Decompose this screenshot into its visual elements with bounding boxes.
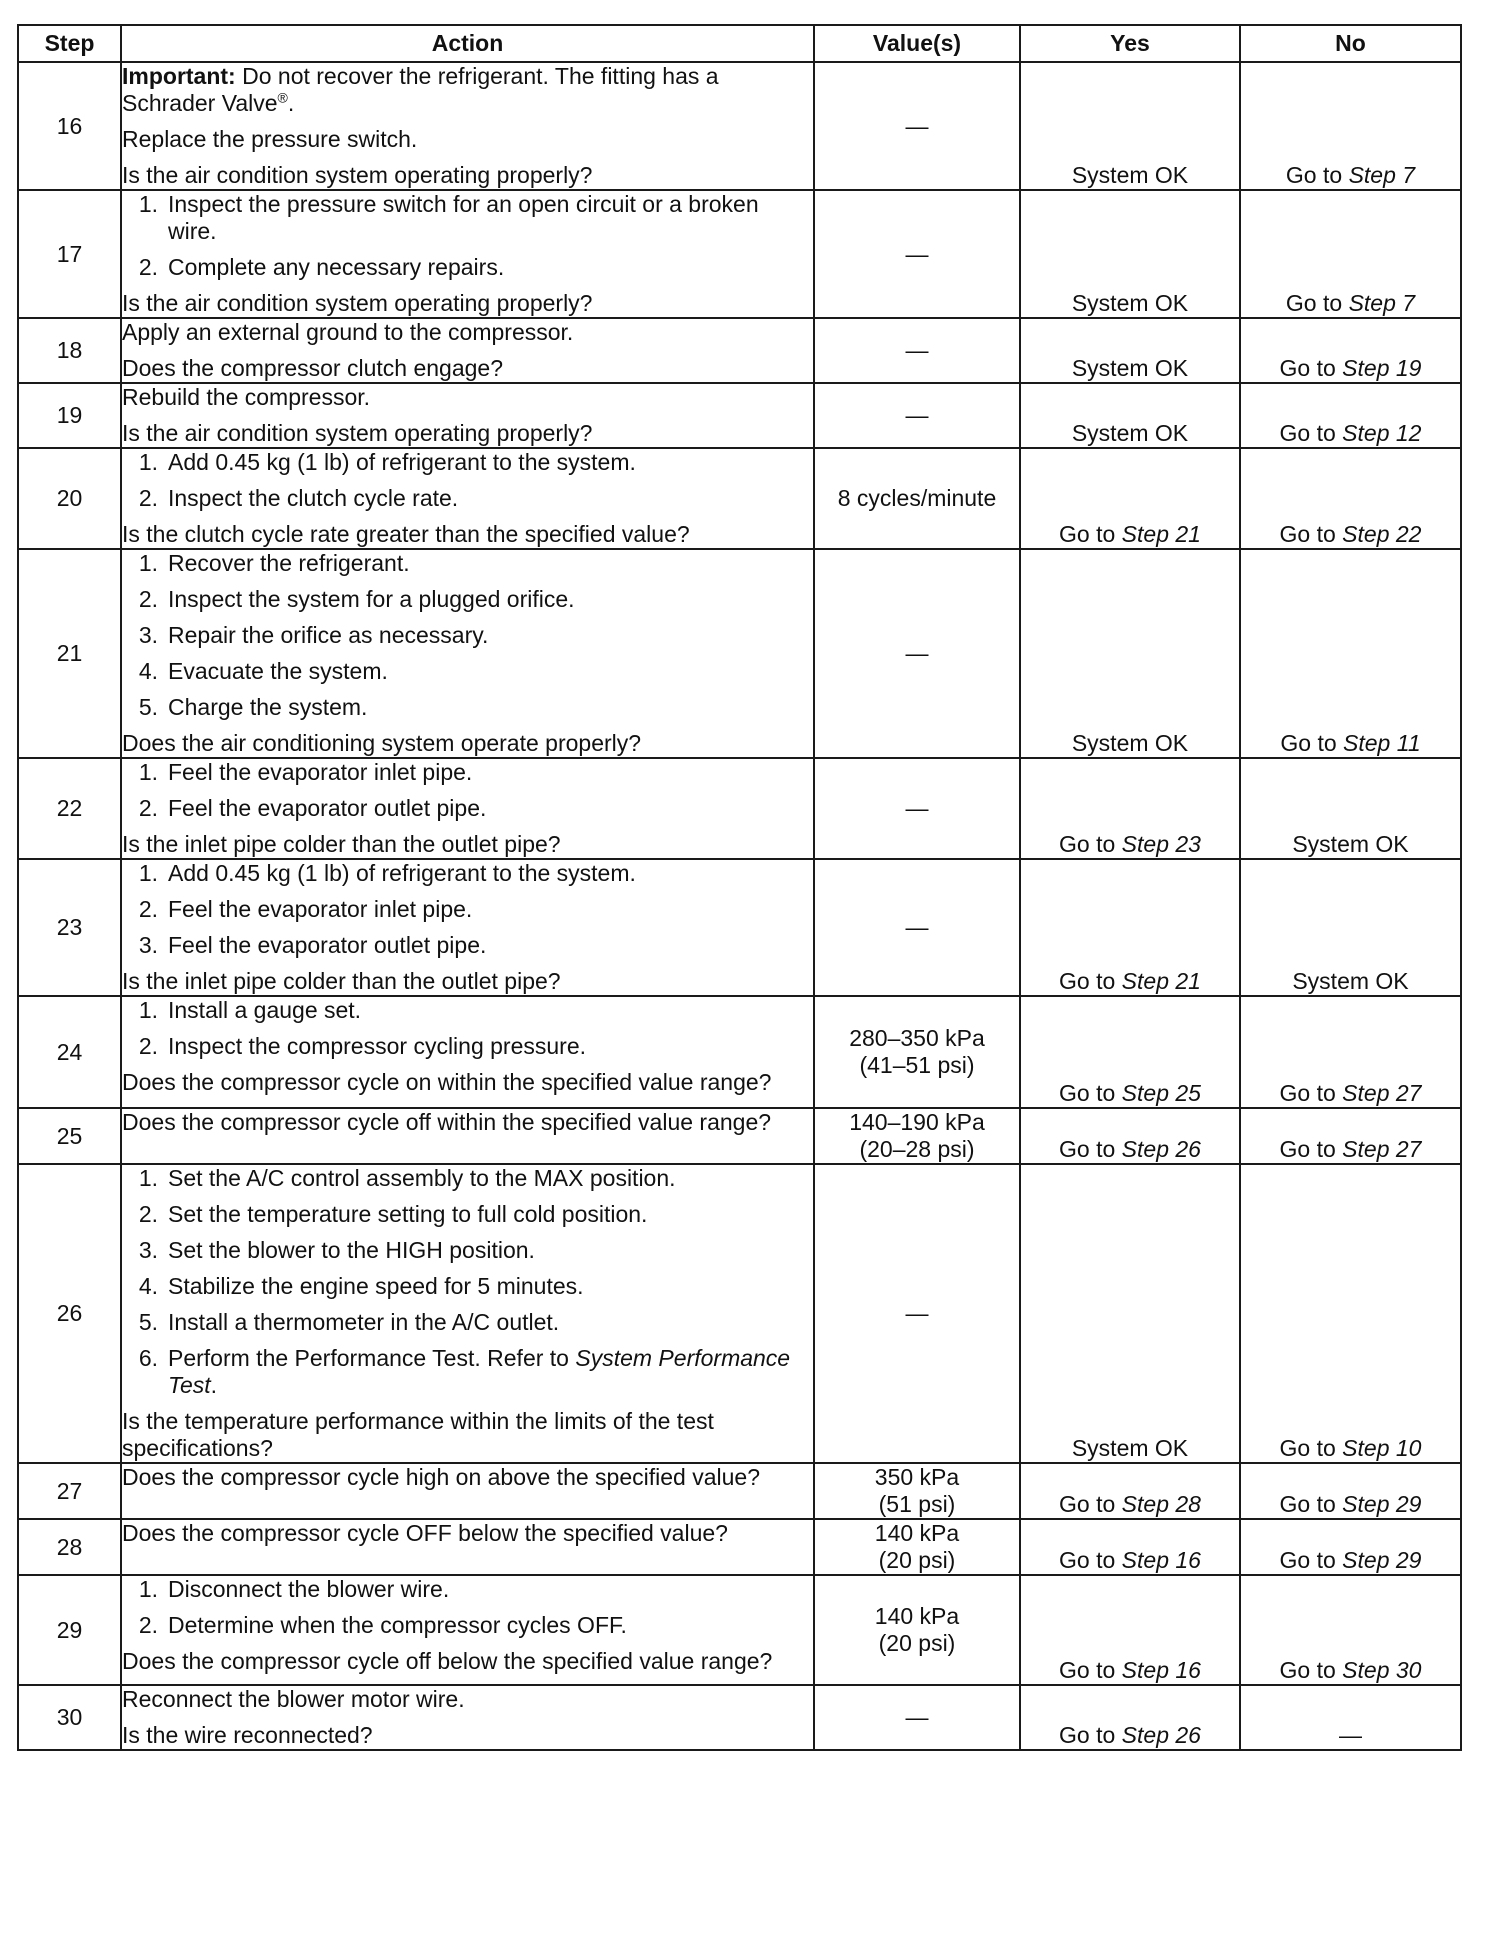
step-number: 17 [18, 190, 121, 318]
item-text: Stabilize the engine speed for 5 minutes. [168, 1273, 584, 1299]
action-cell [121, 1685, 814, 1750]
value-line: (20 psi) [878, 1547, 956, 1573]
action-cell [121, 1108, 814, 1164]
item-number: 1. [138, 759, 158, 785]
action-cell [121, 1164, 814, 1463]
action-cell [121, 758, 814, 859]
item-number: 2. [138, 254, 158, 280]
header-yes: Yes [1020, 25, 1240, 62]
yes-cell: Go to Step 26 [1020, 1685, 1240, 1750]
action-item [122, 1576, 813, 1603]
value-cell [814, 758, 1020, 859]
yes-cell: Go to Step 21 [1020, 448, 1240, 549]
action-cell [121, 448, 814, 549]
no-step-ref: Step 19 [1342, 355, 1422, 381]
item-number: 3. [138, 932, 158, 958]
item-number: 2. [138, 1033, 158, 1059]
value-cell [814, 549, 1020, 758]
item-text: Complete any necessary repairs. [168, 254, 505, 280]
question: Is the inlet pipe colder than the outlet pipe? [122, 968, 561, 994]
no-cell: Go to Step 22 [1240, 448, 1461, 549]
action-item [122, 191, 813, 245]
action-item [122, 1309, 813, 1336]
yes-step-ref: Step 25 [1121, 1080, 1201, 1106]
item-text: Feel the evaporator outlet pipe. [168, 932, 487, 958]
action-line: Rebuild the compressor. [122, 384, 371, 410]
step-number: 27 [18, 1463, 121, 1519]
question: Does the compressor cycle off below the specified value range? [122, 1648, 773, 1674]
item-text: Install a thermometer in the A/C outlet. [168, 1309, 560, 1335]
diagnostic-table [17, 24, 1462, 1751]
yes-cell: System OK [1020, 1164, 1240, 1463]
item-number: 1. [138, 1576, 158, 1602]
registered-mark: ® [277, 89, 288, 106]
question: Is the temperature performance within the limits of the test specifications? [122, 1408, 714, 1461]
value-line: — [905, 402, 929, 428]
yes-cell: System OK [1020, 383, 1240, 448]
item-number: 2. [138, 1612, 158, 1638]
action-item [122, 1345, 813, 1399]
value-cell [814, 448, 1020, 549]
action-item [122, 795, 813, 822]
question: Is the air condition system operating properly? [122, 290, 593, 316]
table-row [18, 448, 1461, 549]
item-number: 1. [138, 860, 158, 886]
value-line: 140 kPa [874, 1520, 960, 1546]
value-line: 140 kPa [874, 1603, 960, 1629]
action-item [122, 449, 813, 476]
no-step-ref: Step 7 [1348, 290, 1416, 316]
no-step-ref: Step 7 [1348, 162, 1416, 188]
yes-cell: System OK [1020, 549, 1240, 758]
item-number: 2. [138, 586, 158, 612]
important-note: Important: Do not recover the refrigerant. The fitting has a Schrader Valve®. [122, 63, 719, 116]
item-text: Feel the evaporator outlet pipe. [168, 795, 487, 821]
action-cell [121, 996, 814, 1108]
item-number: 3. [138, 622, 158, 648]
yes-cell: System OK [1020, 190, 1240, 318]
reference: System Performance Test [168, 1345, 791, 1398]
step-number: 19 [18, 383, 121, 448]
no-step-ref: Step 10 [1342, 1435, 1422, 1461]
action-line: Reconnect the blower motor wire. [122, 1686, 465, 1712]
value-cell [814, 996, 1020, 1108]
value-cell [814, 1685, 1020, 1750]
table-row [18, 996, 1461, 1108]
item-text: Feel the evaporator inlet pipe. [168, 759, 473, 785]
action-item [122, 1273, 813, 1300]
action-item [122, 896, 813, 923]
yes-step-ref: Step 26 [1121, 1722, 1201, 1748]
action-item [122, 658, 813, 685]
step-number: 25 [18, 1108, 121, 1164]
item-text: Recover the refrigerant. [168, 550, 410, 576]
no-cell: System OK [1240, 859, 1461, 996]
yes-step-ref: Step 23 [1121, 831, 1201, 857]
item-text: Disconnect the blower wire. [168, 1576, 450, 1602]
table-row [18, 1685, 1461, 1750]
no-cell: Go to Step 27 [1240, 1108, 1461, 1164]
step-number: 30 [18, 1685, 121, 1750]
no-cell: Go to Step 11 [1240, 549, 1461, 758]
value-line: — [905, 640, 929, 666]
no-cell: Go to Step 19 [1240, 318, 1461, 383]
action-item [122, 860, 813, 887]
item-number: 5. [138, 694, 158, 720]
no-step-ref: Step 27 [1342, 1136, 1422, 1162]
yes-cell: Go to Step 28 [1020, 1463, 1240, 1519]
value-cell [814, 62, 1020, 190]
item-text: Evacuate the system. [168, 658, 388, 684]
value-cell [814, 1519, 1020, 1575]
step-number: 21 [18, 549, 121, 758]
header-row [18, 25, 1461, 62]
step-number: 28 [18, 1519, 121, 1575]
action-item [122, 932, 813, 959]
step-number: 22 [18, 758, 121, 859]
item-text: Repair the orifice as necessary. [168, 622, 489, 648]
yes-cell: Go to Step 21 [1020, 859, 1240, 996]
question: Does the compressor cycle OFF below the specified value? [122, 1520, 728, 1546]
action-cell [121, 1519, 814, 1575]
no-step-ref: Step 30 [1342, 1657, 1422, 1683]
action-item [122, 1201, 813, 1228]
item-number: 4. [138, 1273, 158, 1299]
value-cell [814, 190, 1020, 318]
yes-cell: Go to Step 23 [1020, 758, 1240, 859]
action-cell [121, 318, 814, 383]
item-number: 1. [138, 550, 158, 576]
no-step-ref: Step 22 [1342, 521, 1422, 547]
question: Is the air condition system operating properly? [122, 162, 593, 188]
action-cell [121, 62, 814, 190]
value-line: 140–190 kPa [849, 1109, 985, 1135]
value-line: — [905, 1704, 929, 1730]
item-number: 5. [138, 1309, 158, 1335]
item-number: 2. [138, 896, 158, 922]
table-row [18, 1108, 1461, 1164]
no-cell: — [1240, 1685, 1461, 1750]
value-cell [814, 1463, 1020, 1519]
table-row [18, 549, 1461, 758]
step-number: 26 [18, 1164, 121, 1463]
item-number: 3. [138, 1237, 158, 1263]
yes-step-ref: Step 26 [1121, 1136, 1201, 1162]
no-cell: Go to Step 29 [1240, 1519, 1461, 1575]
question: Does the compressor cycle on within the specified value range? [122, 1069, 772, 1095]
value-cell [814, 1575, 1020, 1685]
action-cell [121, 1575, 814, 1685]
yes-step-ref: Step 16 [1121, 1547, 1201, 1573]
action-item [122, 1165, 813, 1192]
action-cell [121, 383, 814, 448]
header-action: Action [121, 25, 814, 62]
value-line: 280–350 kPa [849, 1025, 985, 1051]
item-text: Set the A/C control assembly to the MAX position. [168, 1165, 676, 1191]
item-text: Add 0.45 kg (1 lb) of refrigerant to the system. [168, 860, 636, 886]
action-item [122, 1033, 813, 1060]
item-number: 1. [138, 191, 158, 217]
value-line: (51 psi) [878, 1491, 956, 1517]
action-item [122, 1612, 813, 1639]
table-row [18, 859, 1461, 996]
action-item [122, 1237, 813, 1264]
item-text: Feel the evaporator inlet pipe. [168, 896, 473, 922]
yes-cell: Go to Step 16 [1020, 1575, 1240, 1685]
no-cell: Go to Step 10 [1240, 1164, 1461, 1463]
yes-step-ref: Step 21 [1121, 521, 1201, 547]
action-line: Replace the pressure switch. [122, 126, 418, 152]
item-number: 1. [138, 997, 158, 1023]
question: Is the wire reconnected? [122, 1722, 373, 1748]
action-cell [121, 859, 814, 996]
table-row [18, 1164, 1461, 1463]
table-row [18, 1575, 1461, 1685]
no-cell: Go to Step 27 [1240, 996, 1461, 1108]
step-number: 23 [18, 859, 121, 996]
value-line: 350 kPa [874, 1464, 960, 1490]
yes-cell: System OK [1020, 318, 1240, 383]
yes-step-ref: Step 28 [1121, 1491, 1201, 1517]
yes-step-ref: Step 16 [1121, 1657, 1201, 1683]
no-step-ref: Step 27 [1342, 1080, 1422, 1106]
item-text: Inspect the compressor cycling pressure. [168, 1033, 587, 1059]
value-line: — [905, 914, 929, 940]
value-line: — [905, 240, 929, 267]
step-number: 16 [18, 62, 121, 190]
action-item [122, 694, 813, 721]
question: Is the inlet pipe colder than the outlet pipe? [122, 831, 561, 857]
step-number: 20 [18, 448, 121, 549]
action-cell [121, 190, 814, 318]
no-step-ref: Step 12 [1342, 420, 1422, 446]
item-text: Add 0.45 kg (1 lb) of refrigerant to the system. [168, 449, 636, 475]
table-row [18, 318, 1461, 383]
action-item [122, 485, 813, 512]
item-text: Inspect the system for a plugged orifice. [168, 586, 575, 612]
no-cell: System OK [1240, 758, 1461, 859]
table-row [18, 383, 1461, 448]
yes-cell: Go to Step 25 [1020, 996, 1240, 1108]
important-label: Important: [122, 63, 236, 89]
item-number: 1. [138, 1165, 158, 1191]
action-item [122, 997, 813, 1024]
table-row [18, 1463, 1461, 1519]
item-text: Determine when the compressor cycles OFF. [168, 1612, 627, 1638]
value-line: (41–51 psi) [859, 1052, 975, 1078]
table-row [18, 758, 1461, 859]
no-cell: Go to Step 30 [1240, 1575, 1461, 1685]
no-cell: Go to Step 12 [1240, 383, 1461, 448]
value-cell [814, 1164, 1020, 1463]
no-cell: Go to Step 7 [1240, 62, 1461, 190]
item-text: Inspect the clutch cycle rate. [168, 485, 459, 511]
item-text: Set the blower to the HIGH position. [168, 1237, 535, 1263]
item-text: Charge the system. [168, 694, 368, 720]
header-step: Step [18, 25, 121, 62]
action-item [122, 550, 813, 577]
item-text: Inspect the pressure switch for an open circuit or a broken wire. [168, 191, 759, 244]
question: Does the compressor clutch engage? [122, 355, 503, 381]
yes-cell: Go to Step 26 [1020, 1108, 1240, 1164]
item-text: Perform the Performance Test. Refer to System Performance Test. [168, 1345, 791, 1398]
no-step-ref: Step 29 [1342, 1547, 1422, 1573]
yes-cell: System OK [1020, 62, 1240, 190]
question: Does the compressor cycle off within the specified value range? [122, 1109, 772, 1135]
item-text: Set the temperature setting to full cold position. [168, 1201, 648, 1227]
value-line: — [905, 1300, 929, 1326]
step-number: 29 [18, 1575, 121, 1685]
value-line: — [905, 337, 929, 363]
item-number: 2. [138, 1201, 158, 1227]
item-number: 4. [138, 658, 158, 684]
no-step-ref: Step 29 [1342, 1491, 1422, 1517]
value-line: (20–28 psi) [859, 1136, 975, 1162]
item-number: 1. [138, 449, 158, 475]
table-row [18, 1519, 1461, 1575]
table-row [18, 190, 1461, 318]
question: Does the air conditioning system operate properly? [122, 730, 642, 756]
action-item [122, 586, 813, 613]
value-line: — [905, 795, 929, 821]
table-row [18, 62, 1461, 190]
step-number: 18 [18, 318, 121, 383]
header-no: No [1240, 25, 1461, 62]
yes-step-ref: Step 21 [1121, 968, 1201, 994]
action-item [122, 622, 813, 649]
value-cell [814, 859, 1020, 996]
action-item [122, 759, 813, 786]
value-cell [814, 318, 1020, 383]
header-values: Value(s) [814, 25, 1020, 62]
value-line: 8 cycles/minute [837, 485, 997, 511]
action-cell [121, 1463, 814, 1519]
value-line: (20 psi) [878, 1630, 956, 1656]
item-number: 2. [138, 485, 158, 511]
no-step-ref: Step 11 [1343, 730, 1421, 756]
question: Does the compressor cycle high on above the specified value? [122, 1464, 760, 1490]
item-text: Install a gauge set. [168, 997, 362, 1023]
action-line: Apply an external ground to the compressor. [122, 319, 574, 345]
item-number: 2. [138, 795, 158, 821]
question: Is the clutch cycle rate greater than the specified value? [122, 521, 690, 547]
no-cell: Go to Step 29 [1240, 1463, 1461, 1519]
yes-cell: Go to Step 16 [1020, 1519, 1240, 1575]
value-cell [814, 383, 1020, 448]
action-cell [121, 549, 814, 758]
value-line: — [905, 112, 929, 139]
value-cell [814, 1108, 1020, 1164]
step-number: 24 [18, 996, 121, 1108]
action-item [122, 254, 813, 281]
item-number: 6. [138, 1345, 158, 1371]
question: Is the air condition system operating properly? [122, 420, 593, 446]
no-cell: Go to Step 7 [1240, 190, 1461, 318]
